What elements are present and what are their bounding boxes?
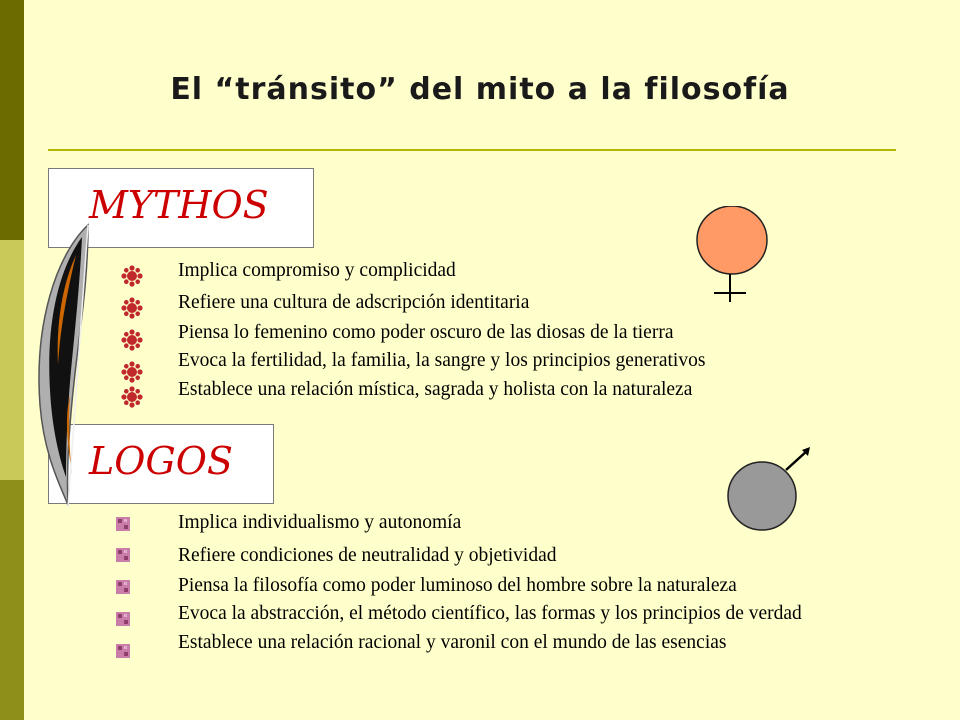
logos-item: Refiere condiciones de neutralidad y objetividad bbox=[178, 545, 557, 566]
stripe-segment-bottom bbox=[0, 480, 24, 720]
logos-item: Piensa la filosofía como poder luminoso del hombre sobre la naturaleza bbox=[178, 575, 737, 596]
mythos-label: MYTHOS bbox=[89, 183, 269, 227]
logos-item: Establece una relación racional y varonil con el mundo de las esencias bbox=[178, 632, 727, 653]
title-divider bbox=[48, 149, 896, 151]
venus-symbol-icon bbox=[694, 206, 774, 306]
mythos-item: Implica compromiso y complicidad bbox=[178, 260, 456, 281]
quill-feather-icon bbox=[26, 215, 106, 515]
square-bullet-icon bbox=[116, 580, 130, 594]
stripe-segment-middle bbox=[0, 240, 24, 480]
flower-bullet-icon bbox=[121, 329, 143, 351]
square-bullet-icon bbox=[116, 612, 130, 626]
logos-item: Evoca la abstracción, el método científico, las formas y los principios de verdad bbox=[178, 603, 802, 624]
flower-bullet-icon bbox=[121, 361, 143, 383]
logos-item: Implica individualismo y autonomía bbox=[178, 512, 462, 533]
square-bullet-icon bbox=[116, 517, 130, 531]
flower-bullet-icon bbox=[121, 265, 143, 287]
logos-label: LOGOS bbox=[89, 439, 233, 483]
mythos-item: Establece una relación mística, sagrada y holista con la naturaleza bbox=[178, 379, 693, 400]
slide-title: El “tránsito” del mito a la filosofía bbox=[170, 72, 790, 107]
mythos-item: Refiere una cultura de adscripción identitaria bbox=[178, 292, 530, 313]
stripe-segment-top bbox=[0, 0, 24, 240]
left-accent-stripe bbox=[0, 0, 24, 720]
flower-bullet-icon bbox=[121, 297, 143, 319]
mythos-item: Evoca la fertilidad, la familia, la sangre y los principios generativos bbox=[178, 350, 706, 371]
square-bullet-icon bbox=[116, 548, 130, 562]
flower-bullet-icon bbox=[121, 386, 143, 408]
mythos-item: Piensa lo femenino como poder oscuro de las diosas de la tierra bbox=[178, 322, 674, 343]
square-bullet-icon bbox=[116, 644, 130, 658]
mars-symbol-icon bbox=[722, 446, 832, 532]
